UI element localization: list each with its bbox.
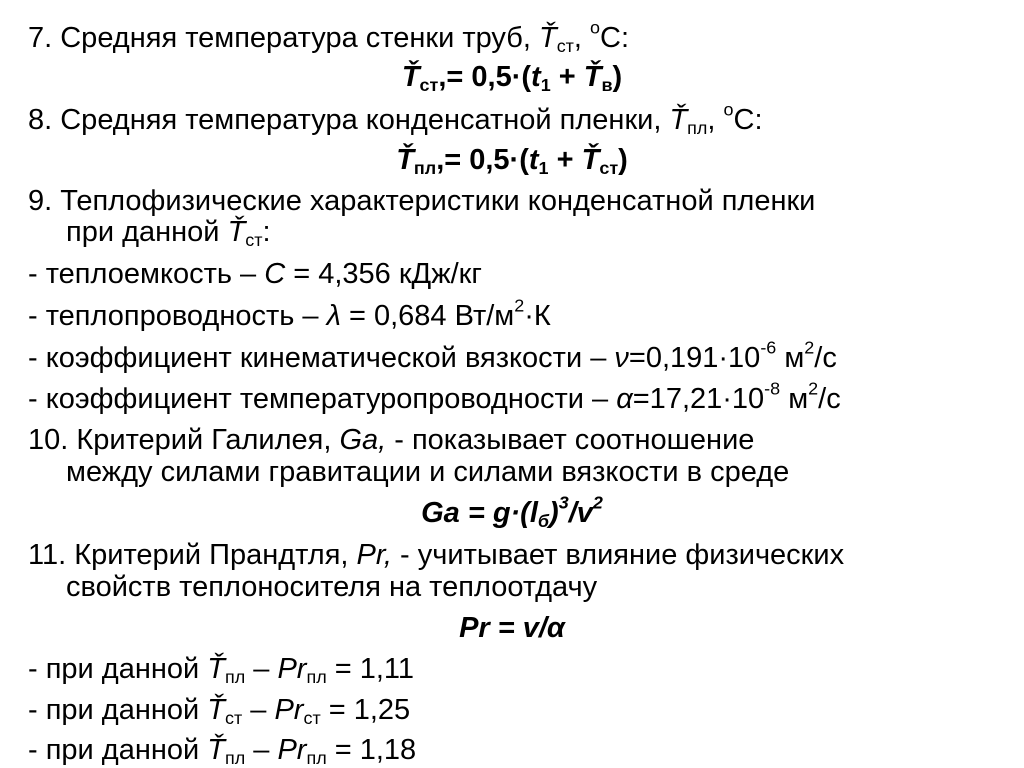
- formula-8-t-sub: 1: [538, 158, 549, 179]
- item-10-symbol: Ga,: [339, 424, 387, 456]
- item-8-symbol-sub: пл: [687, 118, 708, 139]
- prandtl-sub: пл: [306, 748, 327, 768]
- formula-8-lhs: Ť: [396, 144, 414, 176]
- property-exponent: -8: [764, 378, 781, 399]
- prandtl-value-film: [28, 652, 414, 686]
- property-unit-tail: ·К: [524, 300, 551, 332]
- formula-8-lhs-sub: пл: [413, 158, 437, 179]
- property-symbol: α: [616, 383, 633, 415]
- item-8-unit: С:: [733, 104, 763, 136]
- property-symbol: ν: [614, 342, 629, 374]
- property-value: = 4,356 кДж/кг: [285, 258, 482, 290]
- item-8-sep: ,: [707, 104, 724, 136]
- property-value: = 0,684 Вт/м: [340, 300, 515, 332]
- prandtl-temp-sub: пл: [225, 667, 246, 688]
- prandtl-symbol: Pr: [277, 734, 307, 766]
- item-7-symbol-sub: ст: [556, 36, 574, 57]
- prandtl-value-film-2: [28, 733, 416, 767]
- property-unit: м: [780, 383, 809, 415]
- prandtl-label: - при данной: [28, 734, 208, 766]
- formula-7-rhs-sub: в: [601, 75, 613, 96]
- item-8-degree: о: [723, 99, 734, 120]
- property-exponent: -6: [760, 337, 777, 358]
- prandtl-value: = 1,25: [320, 694, 411, 726]
- property-unit-tail: /с: [818, 383, 841, 415]
- formula-7-lhs: Ť: [401, 61, 420, 93]
- item-7-label: 7. Средняя температура стенки труб,: [28, 22, 539, 54]
- item-10-description: - показывает соотношение: [386, 424, 755, 456]
- prandtl-sub: пл: [306, 667, 327, 688]
- item-7-degree: о: [590, 17, 601, 38]
- formula-7-eq: ,= 0,5·(: [438, 61, 532, 93]
- property-value: =17,21·10: [632, 383, 765, 415]
- property-unit-sup: 2: [804, 337, 815, 358]
- item-9-line-1: 9. Теплофизические характеристики конденсатной пленки: [28, 185, 816, 217]
- formula-8-rhs: Ť: [581, 144, 600, 176]
- prandtl-value-wall: [28, 693, 410, 727]
- property-heat-capacity: [28, 257, 482, 291]
- item-8-label: 8. Средняя температура конденсатной пленки,: [28, 104, 670, 136]
- formula-prandtl: Pr = v/α: [459, 612, 565, 644]
- property-value: =0,191·10: [628, 342, 761, 374]
- item-8-heading: [28, 99, 763, 139]
- item-9-symbol-sub: ст: [245, 230, 263, 251]
- formula-8-plus: +: [548, 144, 582, 176]
- prandtl-sub: ст: [303, 708, 321, 729]
- formula-8-rhs-sub: ст: [599, 158, 619, 179]
- prandtl-temp-symbol: Ť: [207, 694, 225, 726]
- property-unit-sup: 2: [808, 378, 819, 399]
- prandtl-symbol: Pr: [277, 653, 307, 685]
- item-7-sep: ,: [573, 22, 591, 54]
- prandtl-label: - при данной: [28, 653, 208, 685]
- formula-7-rhs: Ť: [583, 61, 602, 93]
- prandtl-value: = 1,11: [326, 653, 415, 685]
- formula-galileo-exp-2: 2: [592, 492, 603, 513]
- property-label: - теплопроводность –: [28, 300, 327, 332]
- formula-galileo: [0, 492, 1024, 532]
- property-unit: м: [776, 342, 805, 374]
- property-label: - коэффициент кинематической вязкости –: [28, 342, 615, 374]
- formula-7: [0, 60, 1024, 94]
- formula-8-eq: ,= 0,5·(: [436, 144, 529, 176]
- formula-7-t: t: [531, 61, 541, 93]
- item-9-line-2-text: при данной: [66, 216, 228, 248]
- item-9-colon: :: [262, 216, 271, 248]
- prandtl-value: = 1,18: [326, 734, 417, 766]
- formula-galileo-part-a: Ga = g·(l: [421, 497, 538, 529]
- item-10-line-1: [28, 423, 754, 457]
- property-label: - коэффициент температуропроводности –: [28, 383, 617, 415]
- prandtl-label: - при данной: [28, 694, 208, 726]
- formula-7-close: ): [612, 61, 623, 93]
- prandtl-symbol: Pr: [274, 694, 304, 726]
- property-kinematic-viscosity: [28, 337, 837, 375]
- formula-8-close: ): [618, 144, 628, 176]
- property-unit-tail: /с: [814, 342, 837, 374]
- item-8-symbol: Ť: [669, 104, 688, 136]
- item-10-label: 10. Критерий Галилея,: [28, 424, 340, 456]
- property-unit-sup: 2: [514, 295, 525, 316]
- property-symbol: λ: [326, 300, 341, 332]
- property-conductivity: [28, 295, 551, 333]
- item-7-unit: С:: [600, 22, 630, 54]
- prandtl-dash: –: [245, 653, 278, 685]
- item-11-line-2: свойств теплоносителя на теплоотдачу: [66, 571, 598, 603]
- property-symbol: С: [264, 258, 286, 290]
- prandtl-temp-symbol: Ť: [207, 653, 225, 685]
- formula-8-t: t: [528, 144, 539, 176]
- item-9-line-2: [66, 215, 271, 249]
- formula-galileo-exp-3: 3: [558, 492, 569, 513]
- prandtl-dash: –: [245, 734, 278, 766]
- item-11-line-1: [28, 538, 844, 572]
- prandtl-temp-symbol: Ť: [207, 734, 225, 766]
- formula-7-t-sub: 1: [540, 75, 551, 96]
- item-9-symbol: Ť: [227, 216, 246, 248]
- formula-7-plus: +: [550, 61, 584, 93]
- formula-galileo-part-b: ): [549, 497, 559, 529]
- property-label: - теплоемкость –: [28, 258, 265, 290]
- formula-galileo-part-c: /v: [568, 497, 593, 529]
- item-7-symbol: Ť: [538, 22, 557, 54]
- item-11-label: 11. Критерий Прандтля,: [28, 539, 357, 571]
- item-7-heading: [28, 17, 630, 57]
- item-11-symbol: Pr,: [356, 539, 392, 571]
- prandtl-temp-sub: пл: [225, 748, 246, 768]
- prandtl-dash: –: [242, 694, 275, 726]
- item-10-line-2: между силами гравитации и силами вязкости в среде: [66, 456, 790, 488]
- formula-galileo-sub: б: [537, 511, 550, 532]
- item-11-description: - учитывает влияние физических: [392, 539, 845, 571]
- formula-8: [0, 143, 1024, 177]
- property-thermal-diffusivity: [28, 378, 841, 416]
- formula-7-lhs-sub: ст: [419, 75, 439, 96]
- prandtl-temp-sub: ст: [225, 708, 243, 729]
